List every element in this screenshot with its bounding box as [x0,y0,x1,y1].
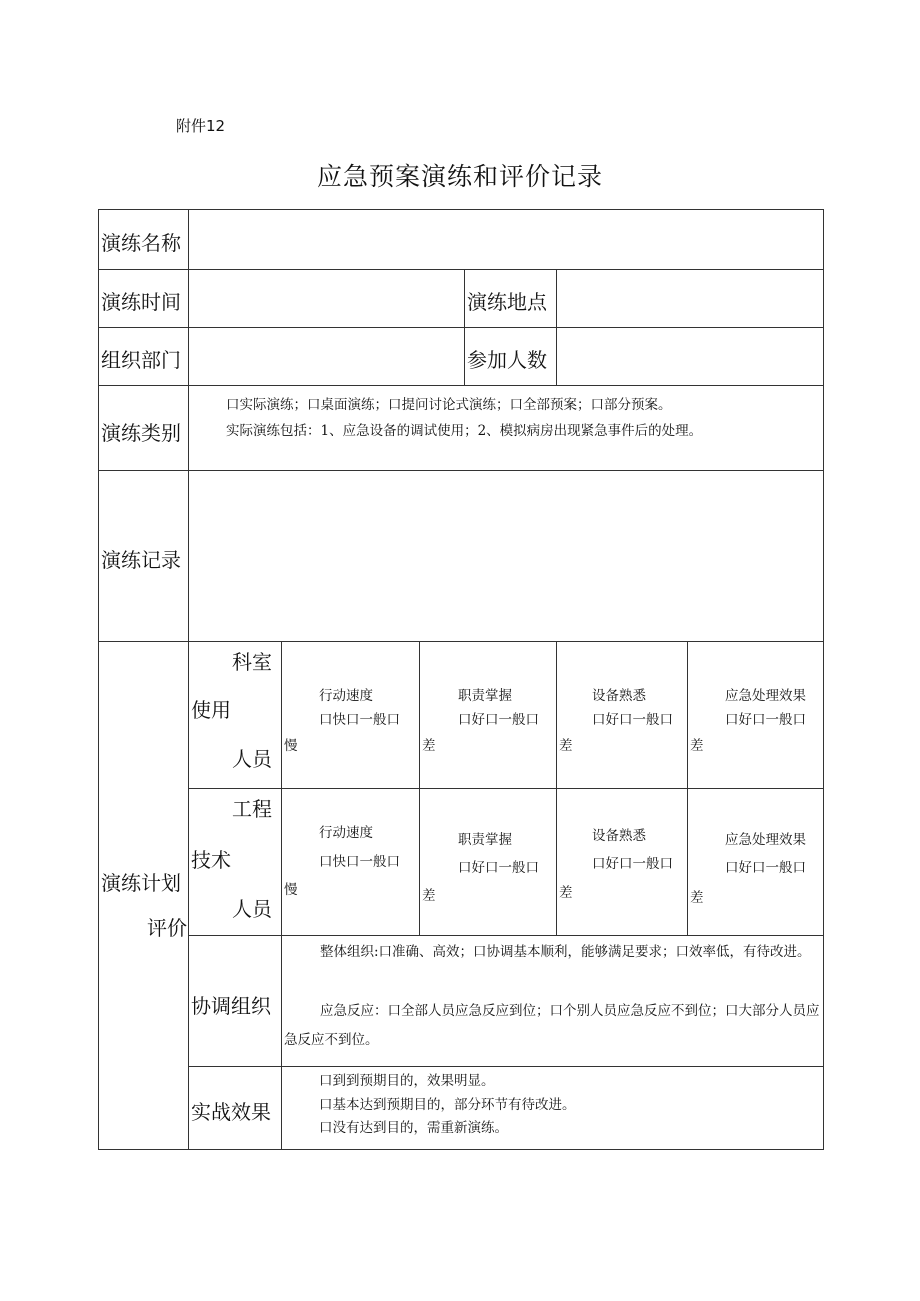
eng-criterion-response-title: 应急处理效果 [725,832,806,848]
row-divider-coordination [188,1066,824,1067]
practical-effect-label: 实战效果 [191,1100,271,1124]
eng-criterion-response-tail: 差 [690,890,704,906]
dept-staff-label-2: 使用 [191,698,231,722]
eng-criterion-duty-title: 职责掌握 [458,832,512,848]
dept-staff-label-3: 人员 [232,747,272,771]
row-divider-dept-staff [188,788,824,789]
eng-criterion-equipment-title: 设备熟悉 [592,828,646,844]
row-divider-eng-staff [188,935,824,936]
table-border-bottom [98,1149,824,1150]
page-title: 应急预案演练和评价记录 [316,162,603,191]
eng-staff-label-1: 工程 [232,797,272,821]
eng-staff-label-3: 人员 [232,897,272,921]
category-label: 演练类别 [101,421,181,445]
drill-name-label: 演练名称 [101,231,181,255]
dept-criterion-duty-title: 职责掌握 [458,688,512,704]
drill-location-label: 演练地点 [467,290,547,314]
eng-criterion-duty-options: 口好口一般口 [458,860,539,876]
effect-option-2: 口基本达到预期目的，部分环节有待改进。 [319,1097,576,1113]
drill-record-label: 演练记录 [101,548,181,572]
eng-criterion-response-options: 口好口一般口 [725,860,806,876]
evaluation-label-line2: 评价 [147,916,187,940]
table-border-right [823,209,824,1150]
effect-option-1: 口到到预期目的，效果明显。 [319,1073,495,1089]
row-divider-name [98,269,824,270]
table-border-top [98,209,824,210]
dept-criterion-equipment-options: 口好口一般口 [592,712,673,728]
dept-criterion-response-options: 口好口一般口 [725,712,806,728]
eng-criterion-equipment-options: 口好口一般口 [592,856,673,872]
row-divider-category [98,470,824,471]
dept-criterion-speed-title: 行动速度 [319,688,373,704]
label-column-divider [188,209,189,641]
eng-staff-label-2: 技术 [191,848,231,872]
eval-column-divider-a [188,641,189,1150]
coordination-response-text: 应急反应：口全部人员应急反应到位；口个别人员应急反应不到位；口大部分人员应急反应不到位。 [284,1003,820,1048]
dept-criterion-equipment-tail: 差 [559,738,573,754]
eng-criterion-equipment-tail: 差 [559,885,573,901]
eng-criterion-speed-title: 行动速度 [319,825,373,841]
participants-label: 参加人数 [467,348,547,372]
eval-sublabel-divider [281,641,282,1150]
dept-criterion-duty-tail: 差 [422,738,436,754]
drill-time-label: 演练时间 [101,290,181,314]
eng-criterion-speed-options: 口快口一般口 [319,854,400,870]
coordination-label: 协调组织 [191,994,271,1018]
dept-criterion-duty-options: 口好口一般口 [458,712,539,728]
coordination-overall-text: 整体组织:口准确、高效；口协调基本顺利，能够满足要求；口效率低，有待改进。 [320,944,811,960]
dept-staff-label-1: 科室 [232,650,272,674]
row-divider-time [98,327,824,328]
eng-criterion-speed-tail: 慢 [284,882,298,898]
dept-criterion-speed-tail: 慢 [284,738,298,754]
effect-option-3: 口没有达到目的，需重新演练。 [319,1120,508,1136]
eng-criterion-duty-tail: 差 [422,888,436,904]
row-divider-record [98,641,824,642]
dept-criterion-response-tail: 差 [690,738,704,754]
table-border-left [98,209,99,1150]
dept-criterion-speed-options: 口快口一般口 [319,712,400,728]
category-note: 实际演练包括：1、应急设备的调试使用；2、模拟病房出现紧急事件后的处理。 [226,423,703,439]
dept-criterion-response-title: 应急处理效果 [725,688,806,704]
category-options: 口实际演练；口桌面演练；口提问讨论式演练；口全部预案；口部分预案。 [226,397,672,413]
evaluation-label-line1: 演练计划 [101,871,181,895]
dept-criterion-equipment-title: 设备熟悉 [592,688,646,704]
row-divider-org [98,385,824,386]
organizer-label: 组织部门 [101,348,181,372]
attachment-number: 附件12 [176,117,226,135]
